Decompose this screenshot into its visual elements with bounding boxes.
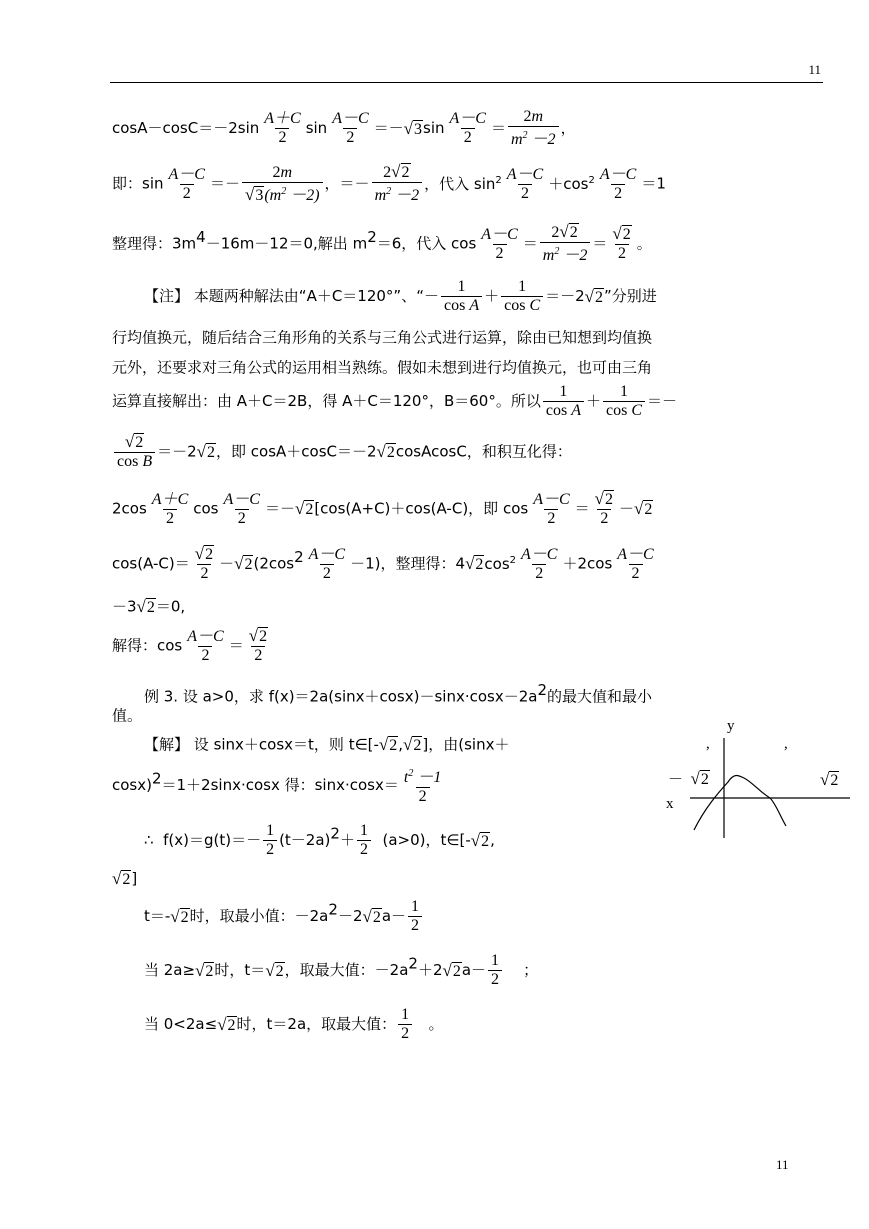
min-value-line: t＝-√2时，取最小值：－2a2－2√2a－ $\frac{1}{2}$ (144, 898, 424, 935)
solution-line-2: cosx)2＝1＋2sinx·cosx 得：sinx·cosx＝ $\frac{t^2 -1}{2}$ (112, 768, 442, 805)
equation-line-2: 即：sin $\frac{A-C}{2}$ ＝－ $\frac{2m}{√3(m^2 -2)}$ ，＝－ $\frac{2√2}{m^2 -2}$ ，代入 $\sin^2$ $\frac{A-C}{2}$ $+\cos^2$ $\frac{A-C}{2}$ ＝1 (112, 162, 666, 204)
tick-mark: , (706, 736, 710, 752)
note-line-5: $\frac{√2}{\text{cos B}}$ ＝－2√2，即 cosA＋cosC＝－2√2cosAcosC，和积互化得： (112, 433, 572, 471)
equation-line-6: 2cos $\frac{A+C}{2}$ cos $\frac{A-C}{2}$ ＝－√2[cos(A+C)＋cos(A-C)，即 cos $\frac{A-C}{2}$ ＝ $\frac{√2}{2}$ －√2 (112, 489, 653, 527)
equation-line-1: cosA－cosC＝－2sin $\frac{A+C}{2}$ sin $\frac{A-C}{2}$ ＝－√3sin $\frac{A-C}{2}$ ＝ $\frac{2m}{m^2 -2}$ ， (112, 108, 576, 148)
header-page-number: 11 (808, 62, 821, 77)
solution-line-1: 【解】 设 sinx＋cosx＝t，则 t∈[-√2,√2]，由(sinx＋ (144, 735, 510, 754)
note-line-3: 元外，还要求对三角公式的运用相当熟练。假如未想到进行均值换元，也可由三角 (112, 358, 653, 377)
tick-mark: , (784, 736, 788, 752)
therefore-symbol: ∴ (144, 831, 154, 849)
equation-line-9: 解得：cos $\frac{A-C}{2}$ ＝ $\frac{√2}{2}$ (112, 626, 268, 664)
x-axis-label: x (666, 796, 674, 812)
footer-page-number: 11 (776, 1157, 789, 1172)
max-value-line-2: 当 0<2a≤√2时，t＝2a，取最大值： $\frac{1}{2}$ 。 (144, 1006, 444, 1042)
header-rule (110, 82, 823, 83)
note-line-4: 运算直接解出：由 A＋C＝2B，得 A＋C＝120°，B＝60°。所以 $\frac{1}{\text{cos A}}$ ＋ $\frac{1}{\text{cos C}}$ ＝－ (112, 383, 677, 419)
fraction: $\frac{A+C}{2}$ (264, 110, 301, 146)
note-label: 【注】 (144, 287, 190, 305)
example-3-line-1: 例 3. 设 a>0，求 f(x)＝2a(sinx＋cosx)－sinx·cosx－2a2的最大值和最小 (144, 681, 653, 706)
max-value-line-1: 当 2a≥√2时，t＝√2，取最大值：－2a2＋2√2a－ $\frac{1}{2}$ ； (144, 952, 539, 988)
pos-label: √2 (820, 770, 839, 789)
neg-label: － √2 (668, 769, 709, 788)
note-line-1: 【注】 本题两种解法由“A＋C＝120°”、“－ $\frac{1}{\text{cos A}}$ ＋ $\frac{1}{\text{cos C}}$ ＝－2√2”分别进 (144, 278, 657, 314)
y-axis-label: y (727, 718, 735, 734)
solution-line-4: √2] (112, 869, 138, 888)
solution-label: 【解】 (144, 735, 190, 754)
solution-line-3: ∴ f(x)＝g(t)＝－ $\frac{1}{2}$ (t－2a)2＋ $\frac{1}{2}$ (a>0)，t∈[-√2, (144, 822, 495, 858)
equation-line-8: －3√2＝0, (112, 597, 186, 616)
equation-line-3: 整理得：3m4－16m－12＝0,解出 m2＝6，代入 cos $\frac{A-C}{2}$ ＝ $\frac{2√2}{m^2 -2}$ ＝ $\frac{√2}{2}$ 。 (112, 222, 652, 264)
example-3-line-2: 值。 (112, 706, 143, 725)
note-line-2: 行均值换元，随后结合三角形角的关系与三角公式进行运算，除由已知想到均值换 (112, 328, 653, 347)
function-graph (660, 718, 850, 838)
equation-line-7: cos(A-C)＝ $\frac{√2}{2}$ －√2(2cos2 $\frac{A-C}{2}$ －1)，整理得：$4√2\cos^2$ $\frac{A-C}{2}$ ＋2cos $\frac{A-C}{2}$ (112, 544, 654, 582)
